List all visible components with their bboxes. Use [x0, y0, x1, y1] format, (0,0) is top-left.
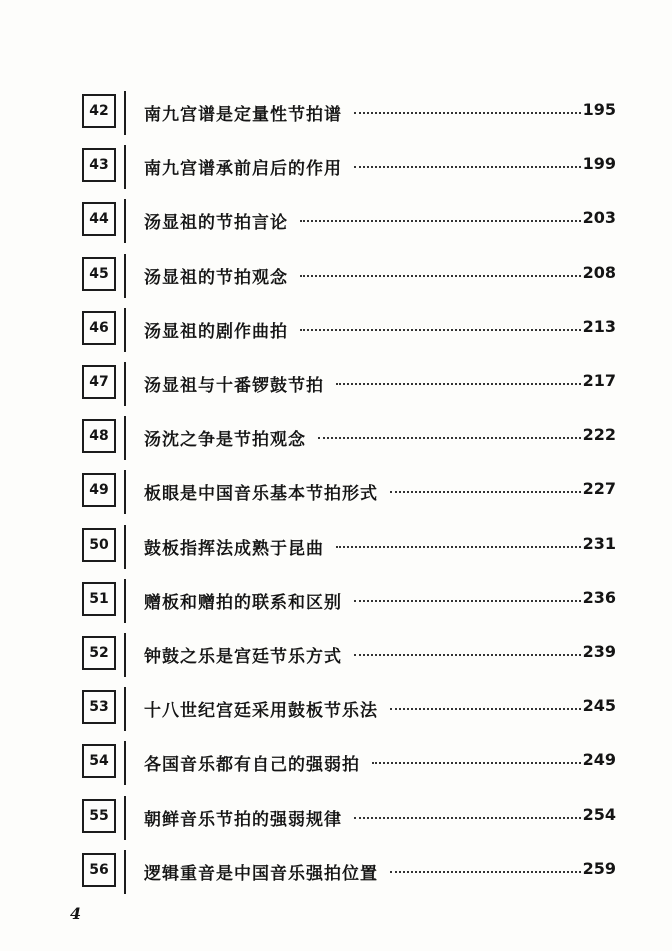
chapter-number: 45 [82, 257, 116, 291]
page-ref: 222 [582, 425, 616, 445]
dot-leader [390, 869, 581, 873]
chapter-title: 各国音乐都有自己的强弱拍 [144, 755, 360, 776]
chapter-title: 南九宫谱承前启后的作用 [144, 159, 342, 180]
toc-entry [0, 194, 672, 248]
dot-leader [390, 706, 581, 710]
separator-line [124, 687, 126, 731]
dot-leader [336, 381, 581, 385]
chapter-title: 逻辑重音是中国音乐强拍位置 [144, 863, 378, 884]
chapter-title: 鼓板指挥法成熟于昆曲 [144, 538, 324, 559]
page-ref: 203 [582, 208, 616, 228]
separator-line [124, 199, 126, 243]
separator-line [124, 254, 126, 298]
toc-entry [0, 791, 672, 845]
dot-leader [300, 273, 581, 277]
toc-entry [0, 845, 672, 899]
page-ref: 231 [582, 533, 616, 553]
chapter-number: 52 [82, 636, 116, 670]
chapter-number: 49 [82, 473, 116, 507]
page-ref: 199 [582, 154, 616, 174]
chapter-title: 十八世纪宫廷采用鼓板节乐法 [144, 701, 378, 722]
toc-entry [0, 140, 672, 194]
toc-entry [0, 411, 672, 465]
page-ref: 239 [582, 642, 616, 661]
chapter-title: 汤沈之争是节拍观念 [144, 430, 306, 451]
chapter-title: 汤显祖与十番锣鼓节拍 [144, 376, 324, 396]
chapter-number: 46 [82, 311, 116, 345]
separator-line [124, 850, 126, 894]
toc-entry [0, 682, 672, 736]
separator-line [124, 416, 126, 460]
separator-line [124, 579, 126, 623]
chapter-number: 53 [82, 690, 116, 724]
page-ref: 259 [582, 858, 616, 878]
dot-leader [372, 760, 581, 764]
separator-line [124, 741, 126, 785]
dot-leader [336, 544, 581, 548]
chapter-number: 51 [82, 582, 116, 616]
chapter-title: 南九宫谱是定量性节拍谱 [144, 105, 342, 125]
toc-entry [0, 249, 672, 303]
page-ref: 195 [582, 100, 616, 119]
dot-leader [354, 815, 581, 819]
chapter-number: 54 [82, 744, 116, 778]
toc-entry [0, 574, 672, 628]
chapter-number: 43 [82, 148, 116, 182]
page-ref: 213 [582, 316, 616, 336]
page-ref: 208 [582, 262, 616, 282]
separator-line [124, 796, 126, 840]
chapter-number: 42 [82, 94, 116, 128]
page-ref: 249 [582, 750, 616, 770]
separator-line [124, 145, 126, 189]
dot-leader [318, 435, 581, 439]
chapter-number: 44 [82, 202, 116, 236]
page-ref: 236 [582, 587, 616, 607]
page-ref: 254 [582, 804, 616, 824]
toc-entry [0, 357, 672, 411]
dot-leader [300, 218, 581, 222]
dot-leader [390, 489, 581, 493]
page-ref: 227 [582, 479, 616, 499]
chapter-title: 朝鲜音乐节拍的强弱规律 [144, 809, 342, 830]
chapter-title: 汤显祖的节拍言论 [144, 213, 288, 234]
dot-leader [354, 652, 581, 656]
page-ref: 217 [582, 371, 616, 390]
page-number: 4 [70, 904, 82, 923]
chapter-number: 56 [82, 853, 116, 887]
dot-leader [354, 164, 581, 168]
chapter-number: 50 [82, 528, 116, 562]
chapter-title: 汤显祖的节拍观念 [144, 267, 288, 288]
chapter-title: 板眼是中国音乐基本节拍形式 [144, 484, 378, 505]
chapter-title: 钟鼓之乐是宫廷节乐方式 [144, 647, 342, 667]
chapter-title: 赠板和赠拍的联系和区别 [144, 592, 342, 613]
separator-line [124, 633, 126, 677]
page-ref: 245 [582, 696, 616, 716]
separator-line [124, 308, 126, 352]
toc-entry [0, 465, 672, 519]
toc-entry [0, 736, 672, 790]
toc-entry [0, 628, 672, 682]
separator-line [124, 91, 126, 135]
separator-line [124, 362, 126, 406]
chapter-number: 48 [82, 419, 116, 453]
toc-entry [0, 303, 672, 357]
chapter-number: 55 [82, 799, 116, 833]
dot-leader [354, 110, 581, 114]
dot-leader [300, 327, 581, 331]
toc-entry [0, 520, 672, 574]
dot-leader [354, 598, 581, 602]
toc-entry [0, 86, 672, 140]
chapter-title: 汤显祖的剧作曲拍 [144, 321, 288, 342]
separator-line [124, 470, 126, 514]
chapter-number: 47 [82, 365, 116, 399]
separator-line [124, 525, 126, 569]
